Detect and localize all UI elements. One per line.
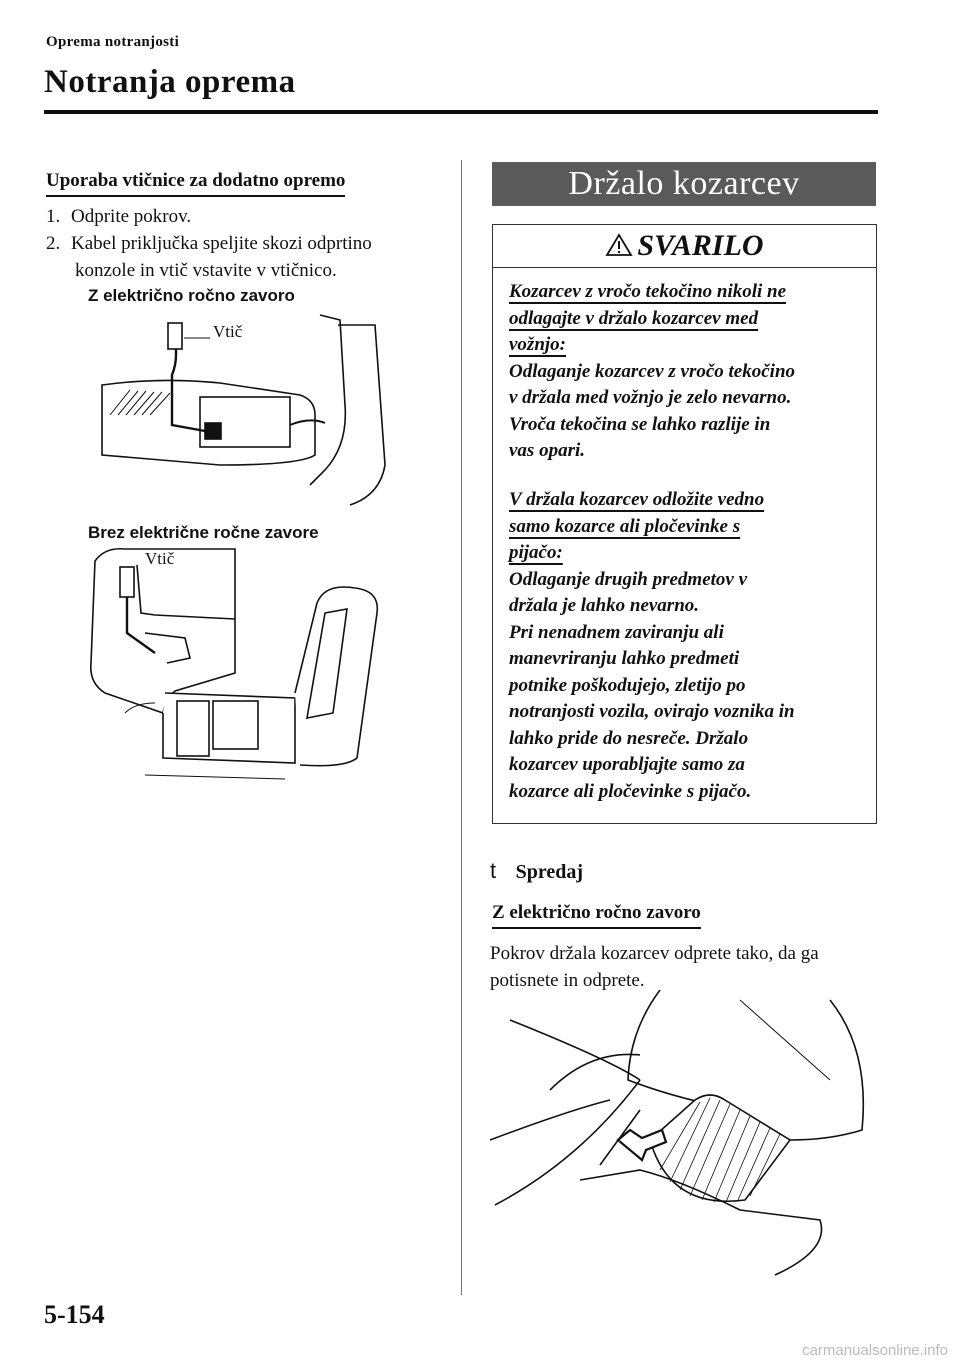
warning-line: držala je lahko nevarno. <box>509 595 700 616</box>
section-title: Oprema notranjosti <box>46 34 180 50</box>
console-illustration-1 <box>100 305 400 515</box>
warning-box <box>492 224 877 824</box>
bullet-item <box>490 858 583 884</box>
section-band-title: Držalo kozarcev <box>492 162 876 206</box>
step-text: Odprite pokrov. <box>71 206 192 227</box>
step-2 <box>46 230 372 257</box>
body-line: potisnete in odprete. <box>490 970 645 991</box>
warning-line: odlagajte v držalo kozarcev med <box>509 307 759 329</box>
bullet-text: Spredaj <box>515 861 584 883</box>
warning-line: v držala med vožnjo je zelo nevarno. <box>509 387 792 408</box>
warning-line: vožnjo: <box>509 334 566 355</box>
plug-label-2: Vtič <box>145 549 175 568</box>
right-subheading: Z električno ročno zavoro <box>492 902 701 929</box>
warning-text-block-1 <box>509 279 795 465</box>
figure-1-caption: Z električno ročno zavoro <box>88 286 295 305</box>
warning-line: potnike poškodujejo, zletijo po <box>509 674 746 696</box>
chapter-title: Notranja oprema <box>44 64 296 100</box>
warning-line: V držala kozarcev odložite vedno <box>509 489 765 510</box>
step-number: 1. <box>46 206 61 227</box>
column-divider <box>461 160 462 1295</box>
warning-line: pijačo: <box>509 542 563 563</box>
watermark: carmanualsonline.info <box>802 1342 948 1359</box>
warning-line: manevriranju lahko predmeti <box>509 648 740 669</box>
cupholder-illustration <box>490 990 880 1280</box>
warning-line: kozarcev uporabljajte samo za <box>509 754 745 775</box>
step-text: Kabel priključka speljite skozi odprtino <box>71 233 372 254</box>
warning-icon <box>605 227 633 269</box>
bullet-glyph: t <box>490 858 497 883</box>
warning-line: Kozarcev z vročo tekočino nikoli ne <box>509 281 787 302</box>
page-number: 5-154 <box>44 1300 105 1329</box>
header-rule <box>44 110 878 114</box>
right-body-text <box>490 940 819 994</box>
warning-title: SVARILO <box>637 229 764 262</box>
warning-line: notranjosti vozila, ovirajo voznika in <box>509 701 795 722</box>
figure-2-caption: Brez električne ročne zavore <box>88 523 319 542</box>
warning-line: Odlaganje kozarcev z vročo tekočino <box>509 360 796 382</box>
warning-line: vas opari. <box>509 440 585 461</box>
warning-line: kozarce ali pločevinke s pijačo. <box>509 780 752 802</box>
step-2-continued: konzole in vtič vstavite v vtičnico. <box>75 260 337 281</box>
console-illustration-2 <box>85 543 405 788</box>
warning-line: Odlaganje drugih predmetov v <box>509 568 748 590</box>
warning-line: Vroča tekočina se lahko razlije in <box>509 413 771 435</box>
step-number: 2. <box>46 233 61 254</box>
warning-line: lahko pride do nesreče. Držalo <box>509 727 749 749</box>
warning-text-block-2 <box>509 487 795 805</box>
warning-line: samo kozarce ali pločevinke s <box>509 515 741 537</box>
body-line: Pokrov držala kozarcev odprete tako, da ga <box>490 943 819 964</box>
step-1 <box>46 203 191 230</box>
warning-header <box>493 225 876 268</box>
warning-line: Pri nenadnem zaviranju ali <box>509 621 724 643</box>
plug-label-1: Vtič <box>213 322 243 341</box>
left-subheading: Uporaba vtičnice za dodatno opremo <box>46 170 345 197</box>
